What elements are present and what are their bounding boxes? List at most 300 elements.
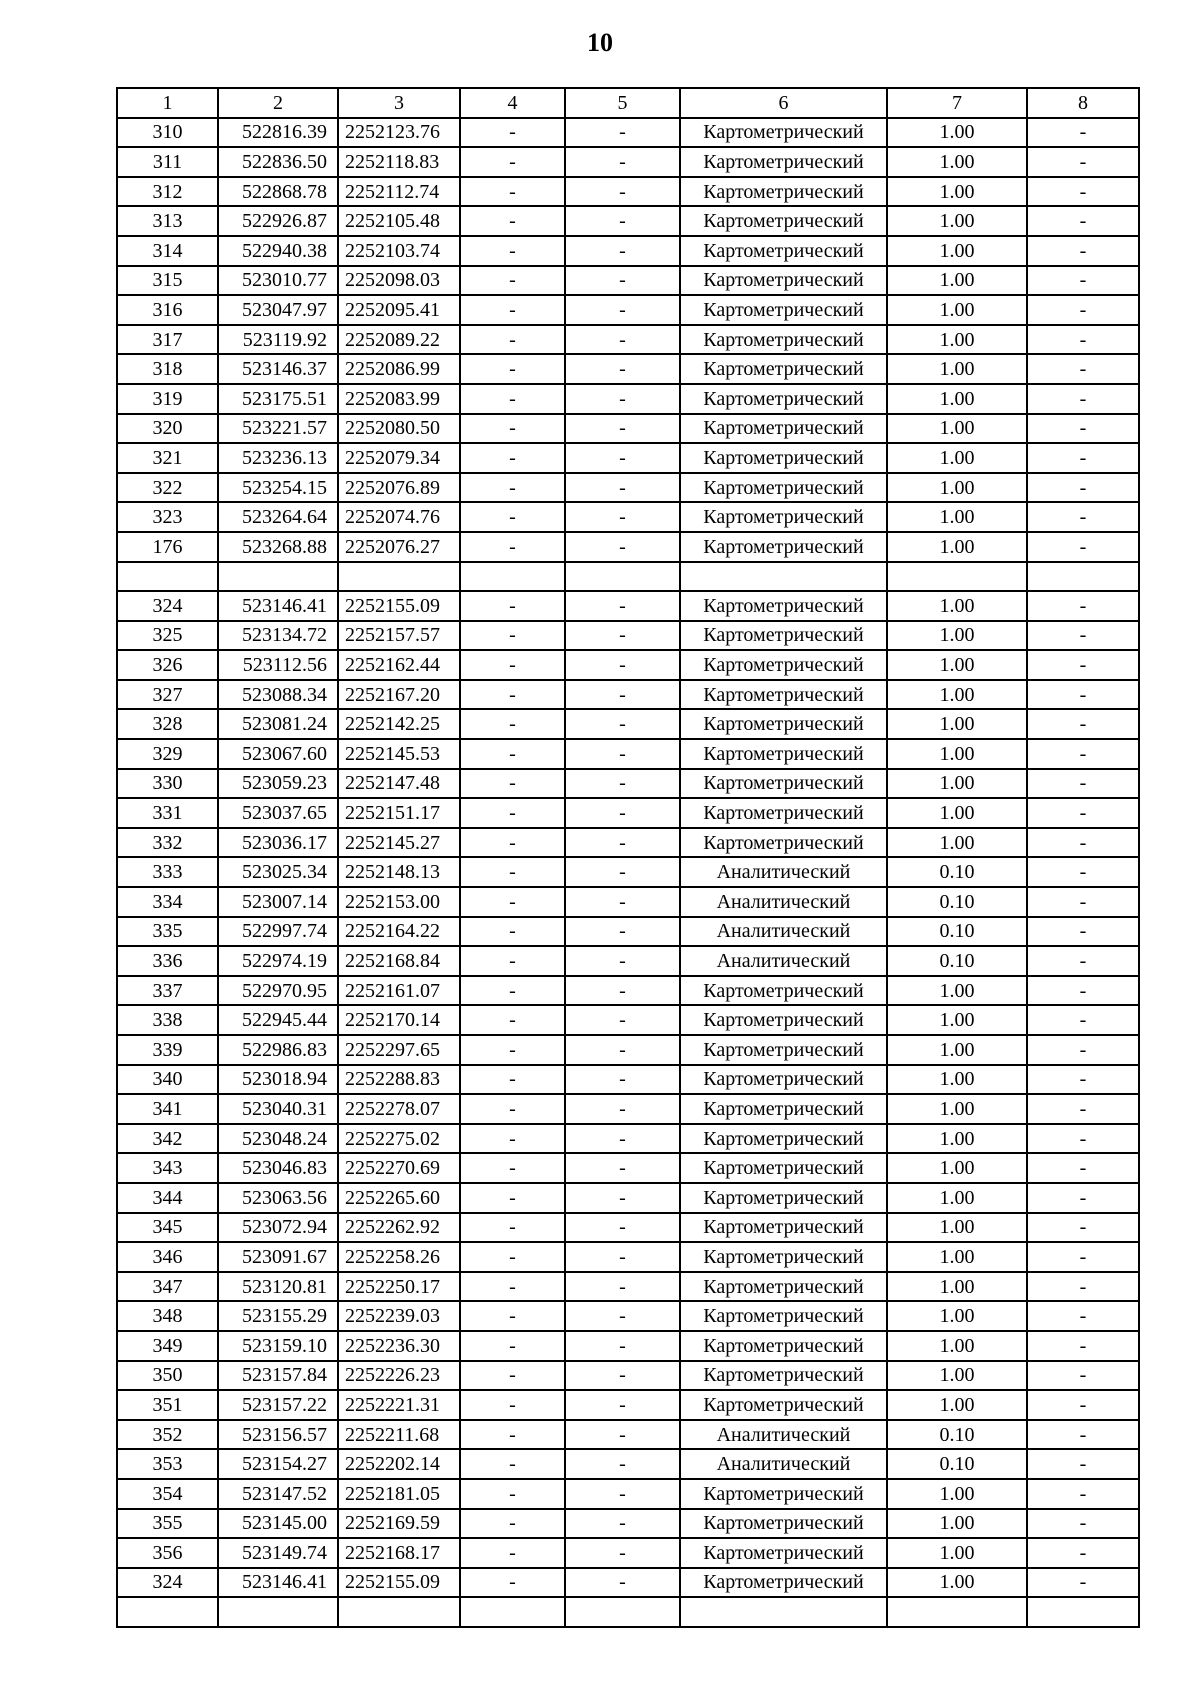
table-cell: - <box>565 1153 680 1183</box>
table-cell: - <box>565 414 680 444</box>
table-cell: 1.00 <box>887 1301 1027 1331</box>
table-cell: - <box>460 1272 565 1302</box>
table-cell: Картометрический <box>680 680 887 710</box>
table-cell: 338 <box>117 1005 218 1035</box>
table-cell: Картометрический <box>680 798 887 828</box>
table-cell: - <box>1027 1449 1139 1479</box>
table-cell: 353 <box>117 1449 218 1479</box>
header-cell: 5 <box>565 88 680 118</box>
table-cell: - <box>1027 887 1139 917</box>
table-cell: 332 <box>117 828 218 858</box>
table-row <box>117 798 1139 828</box>
table-cell: Картометрический <box>680 532 887 562</box>
table-row <box>117 887 1139 917</box>
table-cell: 348 <box>117 1301 218 1331</box>
table-row <box>117 1153 1139 1183</box>
table-cell: 2252145.27 <box>338 828 460 858</box>
table-row <box>117 295 1139 325</box>
table-cell: - <box>460 1065 565 1095</box>
table-cell: 522997.74 <box>218 917 338 947</box>
page-number: 10 <box>587 28 613 57</box>
table-row <box>117 562 1139 592</box>
table-cell: 2252275.02 <box>338 1124 460 1154</box>
table-cell: Картометрический <box>680 1094 887 1124</box>
table-cell: 522986.83 <box>218 1035 338 1065</box>
table-cell: Картометрический <box>680 1065 887 1095</box>
table-cell: - <box>565 798 680 828</box>
table-row <box>117 1094 1139 1124</box>
table-cell <box>887 562 1027 592</box>
table-cell: 523264.64 <box>218 502 338 532</box>
table-cell: 2252239.03 <box>338 1301 460 1331</box>
table-cell: 523036.17 <box>218 828 338 858</box>
table-cell: 2252288.83 <box>338 1065 460 1095</box>
table-cell <box>887 1597 1027 1627</box>
table-cell: 352 <box>117 1420 218 1450</box>
table-cell: - <box>565 236 680 266</box>
table-cell: Картометрический <box>680 709 887 739</box>
table-cell: - <box>565 443 680 473</box>
table-cell: - <box>1027 946 1139 976</box>
table-cell: - <box>1027 236 1139 266</box>
table-cell: - <box>1027 1153 1139 1183</box>
table-cell: 1.00 <box>887 1479 1027 1509</box>
table-cell: - <box>565 769 680 799</box>
table-cell: 2252153.00 <box>338 887 460 917</box>
table-cell: Аналитический <box>680 946 887 976</box>
table-row <box>117 443 1139 473</box>
table-cell: Картометрический <box>680 976 887 1006</box>
table-cell: - <box>460 946 565 976</box>
table-cell: 319 <box>117 384 218 414</box>
table-cell: - <box>460 1538 565 1568</box>
table-cell: 2252112.74 <box>338 177 460 207</box>
table-cell: - <box>565 739 680 769</box>
table-cell: 2252155.09 <box>338 1568 460 1598</box>
table-cell: 2252250.17 <box>338 1272 460 1302</box>
table-cell: 2252145.53 <box>338 739 460 769</box>
table-cell: 523146.41 <box>218 591 338 621</box>
table-cell: 323 <box>117 502 218 532</box>
table-cell: - <box>565 1449 680 1479</box>
table-cell <box>218 562 338 592</box>
table-cell: 1.00 <box>887 236 1027 266</box>
table-cell: 341 <box>117 1094 218 1124</box>
table-cell: 523149.74 <box>218 1538 338 1568</box>
table-cell: - <box>1027 1094 1139 1124</box>
table-cell: - <box>460 650 565 680</box>
table-cell: 522974.19 <box>218 946 338 976</box>
table-cell: 2252151.17 <box>338 798 460 828</box>
table-cell: 326 <box>117 650 218 680</box>
table-cell <box>218 1597 338 1627</box>
table-cell: - <box>565 266 680 296</box>
table-row <box>117 502 1139 532</box>
coordinates-table <box>116 87 1140 1628</box>
table-cell: Картометрический <box>680 206 887 236</box>
table-cell: 2252211.68 <box>338 1420 460 1450</box>
table-cell: - <box>1027 828 1139 858</box>
table-cell: 1.00 <box>887 206 1027 236</box>
table-cell: - <box>460 1420 565 1450</box>
table-cell: 523081.24 <box>218 709 338 739</box>
table-cell: 522926.87 <box>218 206 338 236</box>
table-cell: 0.10 <box>887 857 1027 887</box>
table-cell: 1.00 <box>887 828 1027 858</box>
table-cell: 1.00 <box>887 502 1027 532</box>
table-cell: 334 <box>117 887 218 917</box>
table-cell: 324 <box>117 1568 218 1598</box>
table-cell: - <box>1027 295 1139 325</box>
table-cell: 2252161.07 <box>338 976 460 1006</box>
header-cell: 4 <box>460 88 565 118</box>
table-cell: 314 <box>117 236 218 266</box>
table-cell: 328 <box>117 709 218 739</box>
table-cell: 331 <box>117 798 218 828</box>
table-cell: - <box>1027 621 1139 651</box>
table-cell: - <box>565 680 680 710</box>
table-cell: 1.00 <box>887 1390 1027 1420</box>
table-cell: 330 <box>117 769 218 799</box>
table-cell: - <box>460 1094 565 1124</box>
table-row <box>117 1331 1139 1361</box>
table-cell: 349 <box>117 1331 218 1361</box>
table-cell: 523236.13 <box>218 443 338 473</box>
table-cell: Картометрический <box>680 354 887 384</box>
table-cell: 311 <box>117 147 218 177</box>
table-cell: 1.00 <box>887 473 1027 503</box>
table-cell: 1.00 <box>887 1568 1027 1598</box>
table-cell: 1.00 <box>887 325 1027 355</box>
table-cell: 523047.97 <box>218 295 338 325</box>
table-cell: - <box>460 1213 565 1243</box>
table-cell: 317 <box>117 325 218 355</box>
table-cell: 522970.95 <box>218 976 338 1006</box>
table-cell: Картометрический <box>680 1538 887 1568</box>
table-cell: 344 <box>117 1183 218 1213</box>
table-cell: - <box>1027 473 1139 503</box>
table-cell: 1.00 <box>887 680 1027 710</box>
table-cell: 313 <box>117 206 218 236</box>
table-cell: - <box>565 384 680 414</box>
table-cell: 2252258.26 <box>338 1242 460 1272</box>
table-row <box>117 1420 1139 1450</box>
table-cell: - <box>1027 1479 1139 1509</box>
table-cell: - <box>565 1509 680 1539</box>
table-cell: - <box>1027 532 1139 562</box>
table-cell: 2252162.44 <box>338 650 460 680</box>
table-row <box>117 1005 1139 1035</box>
table-cell: - <box>565 1094 680 1124</box>
table-cell: - <box>1027 650 1139 680</box>
header-cell: 6 <box>680 88 887 118</box>
table-cell: - <box>460 1124 565 1154</box>
table-cell: 2252236.30 <box>338 1331 460 1361</box>
table-cell: Картометрический <box>680 1479 887 1509</box>
table-cell: - <box>1027 1035 1139 1065</box>
table-cell: 523155.29 <box>218 1301 338 1331</box>
table-cell: - <box>460 443 565 473</box>
table-cell: - <box>565 1361 680 1391</box>
table-cell: - <box>1027 769 1139 799</box>
table-cell: Картометрический <box>680 502 887 532</box>
table-cell: Картометрический <box>680 739 887 769</box>
table-cell: - <box>565 857 680 887</box>
table-cell: - <box>565 1479 680 1509</box>
table-cell: - <box>565 621 680 651</box>
table-cell: 2252167.20 <box>338 680 460 710</box>
table-cell: 2252262.92 <box>338 1213 460 1243</box>
table-cell: 310 <box>117 118 218 148</box>
table-cell: - <box>1027 1331 1139 1361</box>
table-cell: 1.00 <box>887 1242 1027 1272</box>
table-cell: - <box>565 1242 680 1272</box>
table-cell: 1.00 <box>887 177 1027 207</box>
table-cell: 347 <box>117 1272 218 1302</box>
table-row <box>117 976 1139 1006</box>
table-cell: - <box>1027 147 1139 177</box>
table-cell: 1.00 <box>887 1035 1027 1065</box>
table-cell: - <box>460 414 565 444</box>
table-cell: - <box>1027 1538 1139 1568</box>
table-cell: - <box>460 295 565 325</box>
table-cell: 523221.57 <box>218 414 338 444</box>
table-cell: 2252181.05 <box>338 1479 460 1509</box>
table-row <box>117 177 1139 207</box>
table-cell: - <box>460 354 565 384</box>
table-cell: 1.00 <box>887 1094 1027 1124</box>
table-cell: 1.00 <box>887 1538 1027 1568</box>
table-cell: 351 <box>117 1390 218 1420</box>
table-cell: - <box>1027 118 1139 148</box>
table-cell: 342 <box>117 1124 218 1154</box>
table-cell: - <box>565 946 680 976</box>
table-cell: Картометрический <box>680 118 887 148</box>
header-cell: 1 <box>117 88 218 118</box>
table-cell: 1.00 <box>887 650 1027 680</box>
table-cell: 0.10 <box>887 946 1027 976</box>
table-cell: - <box>460 857 565 887</box>
table-cell: Картометрический <box>680 414 887 444</box>
table-cell: 2252095.41 <box>338 295 460 325</box>
table-cell: Картометрический <box>680 266 887 296</box>
table-cell: 523037.65 <box>218 798 338 828</box>
table-cell: 2252168.84 <box>338 946 460 976</box>
table-cell <box>680 562 887 592</box>
header-cell: 8 <box>1027 88 1139 118</box>
table-cell: - <box>460 1509 565 1539</box>
table-cell: 522945.44 <box>218 1005 338 1035</box>
table-cell: 523159.10 <box>218 1331 338 1361</box>
table-cell: - <box>1027 798 1139 828</box>
table-cell: 2252297.65 <box>338 1035 460 1065</box>
table-cell: 2252147.48 <box>338 769 460 799</box>
table-cell: 2252086.99 <box>338 354 460 384</box>
table-cell: 1.00 <box>887 266 1027 296</box>
table-cell: 2252157.57 <box>338 621 460 651</box>
table-row <box>117 325 1139 355</box>
table-cell: 523067.60 <box>218 739 338 769</box>
table-cell: - <box>565 1005 680 1035</box>
table-cell: - <box>460 828 565 858</box>
table-cell: 523175.51 <box>218 384 338 414</box>
table-cell: 522940.38 <box>218 236 338 266</box>
table-cell: Картометрический <box>680 473 887 503</box>
table-cell: 1.00 <box>887 414 1027 444</box>
table-cell: 2252076.27 <box>338 532 460 562</box>
table-cell: 1.00 <box>887 1183 1027 1213</box>
table-cell: - <box>1027 177 1139 207</box>
table-cell: 523091.67 <box>218 1242 338 1272</box>
table-cell: 2252221.31 <box>338 1390 460 1420</box>
table-cell: 2252103.74 <box>338 236 460 266</box>
table-cell: 315 <box>117 266 218 296</box>
table-cell: - <box>565 1035 680 1065</box>
table-cell: - <box>565 118 680 148</box>
table-cell: - <box>1027 206 1139 236</box>
table-row <box>117 917 1139 947</box>
table-cell: 523157.84 <box>218 1361 338 1391</box>
table-cell: - <box>460 680 565 710</box>
table-cell: - <box>1027 1272 1139 1302</box>
table-cell: 176 <box>117 532 218 562</box>
table-cell: - <box>1027 266 1139 296</box>
table-cell: Картометрический <box>680 1005 887 1035</box>
table-cell: 1.00 <box>887 769 1027 799</box>
table-cell: 0.10 <box>887 1449 1027 1479</box>
table-cell: - <box>460 1035 565 1065</box>
table-cell: 1.00 <box>887 1272 1027 1302</box>
table-cell: 324 <box>117 591 218 621</box>
table-cell: 1.00 <box>887 621 1027 651</box>
table-cell: - <box>460 266 565 296</box>
table-cell: 1.00 <box>887 709 1027 739</box>
table-cell: - <box>460 769 565 799</box>
table-cell: Картометрический <box>680 1124 887 1154</box>
table-cell: 1.00 <box>887 118 1027 148</box>
table-row <box>117 236 1139 266</box>
table-cell: 523018.94 <box>218 1065 338 1095</box>
table-row <box>117 1213 1139 1243</box>
table-cell: 2252083.99 <box>338 384 460 414</box>
table-cell <box>338 562 460 592</box>
table-row <box>117 857 1139 887</box>
table-cell: 2252080.50 <box>338 414 460 444</box>
table-cell: Картометрический <box>680 147 887 177</box>
table-cell: 2252164.22 <box>338 917 460 947</box>
table-cell: - <box>460 147 565 177</box>
table-cell: - <box>565 650 680 680</box>
table-cell: Картометрический <box>680 236 887 266</box>
table-cell: 1.00 <box>887 384 1027 414</box>
table-cell: - <box>460 798 565 828</box>
table-cell: 356 <box>117 1538 218 1568</box>
table-cell: 523112.56 <box>218 650 338 680</box>
table-cell: - <box>1027 1301 1139 1331</box>
table-cell: 2252155.09 <box>338 591 460 621</box>
table-cell: 1.00 <box>887 532 1027 562</box>
table-cell: 336 <box>117 946 218 976</box>
table-cell: 1.00 <box>887 1361 1027 1391</box>
table-cell: 345 <box>117 1213 218 1243</box>
table-cell: 337 <box>117 976 218 1006</box>
table-cell: 523145.00 <box>218 1509 338 1539</box>
table-cell: - <box>565 1390 680 1420</box>
table-cell: 2252089.22 <box>338 325 460 355</box>
table-cell: - <box>460 591 565 621</box>
table-row <box>117 709 1139 739</box>
table-cell: - <box>460 709 565 739</box>
table-row <box>117 828 1139 858</box>
table-cell: 355 <box>117 1509 218 1539</box>
table-cell: - <box>460 1449 565 1479</box>
table-cell: - <box>565 828 680 858</box>
table-cell: Картометрический <box>680 1361 887 1391</box>
table-cell: Картометрический <box>680 1153 887 1183</box>
table-cell: 523088.34 <box>218 680 338 710</box>
table-cell: 1.00 <box>887 1331 1027 1361</box>
table-cell: 2252169.59 <box>338 1509 460 1539</box>
table-cell: 523268.88 <box>218 532 338 562</box>
table-row <box>117 118 1139 148</box>
table-cell: Аналитический <box>680 1449 887 1479</box>
table-row <box>117 266 1139 296</box>
table-cell: - <box>460 1568 565 1598</box>
table-cell: Картометрический <box>680 1301 887 1331</box>
table-row <box>117 1065 1139 1095</box>
table-cell: Картометрический <box>680 177 887 207</box>
table-cell: 2252226.23 <box>338 1361 460 1391</box>
table-cell: - <box>1027 709 1139 739</box>
table-cell: 333 <box>117 857 218 887</box>
table-cell: - <box>460 1242 565 1272</box>
table-cell: Картометрический <box>680 1213 887 1243</box>
table-cell: 523072.94 <box>218 1213 338 1243</box>
table-cell: - <box>460 473 565 503</box>
table-cell: 2252123.76 <box>338 118 460 148</box>
table-cell: 2252118.83 <box>338 147 460 177</box>
table-cell: Картометрический <box>680 1509 887 1539</box>
table-cell: - <box>565 532 680 562</box>
table-cell: Картометрический <box>680 769 887 799</box>
table-body <box>117 88 1139 1627</box>
table-cell: 522868.78 <box>218 177 338 207</box>
table-cell: 1.00 <box>887 591 1027 621</box>
table-cell: 2252265.60 <box>338 1183 460 1213</box>
table-cell: - <box>1027 1509 1139 1539</box>
table-cell: - <box>565 206 680 236</box>
table-cell: 2252148.13 <box>338 857 460 887</box>
table-cell: - <box>460 1183 565 1213</box>
table-row <box>117 1242 1139 1272</box>
table-cell: 523154.27 <box>218 1449 338 1479</box>
table-cell: - <box>565 177 680 207</box>
table-row <box>117 591 1139 621</box>
table-cell: Картометрический <box>680 1242 887 1272</box>
table-cell: - <box>460 177 565 207</box>
table-cell <box>117 1597 218 1627</box>
table-cell: 523134.72 <box>218 621 338 651</box>
table-row <box>117 1301 1139 1331</box>
table-row <box>117 946 1139 976</box>
table-cell: - <box>1027 1124 1139 1154</box>
table-cell: - <box>565 1065 680 1095</box>
table-header-row <box>117 88 1139 118</box>
table-cell: - <box>460 118 565 148</box>
table-cell: - <box>1027 680 1139 710</box>
table-cell: 523119.92 <box>218 325 338 355</box>
table-cell: 523040.31 <box>218 1094 338 1124</box>
